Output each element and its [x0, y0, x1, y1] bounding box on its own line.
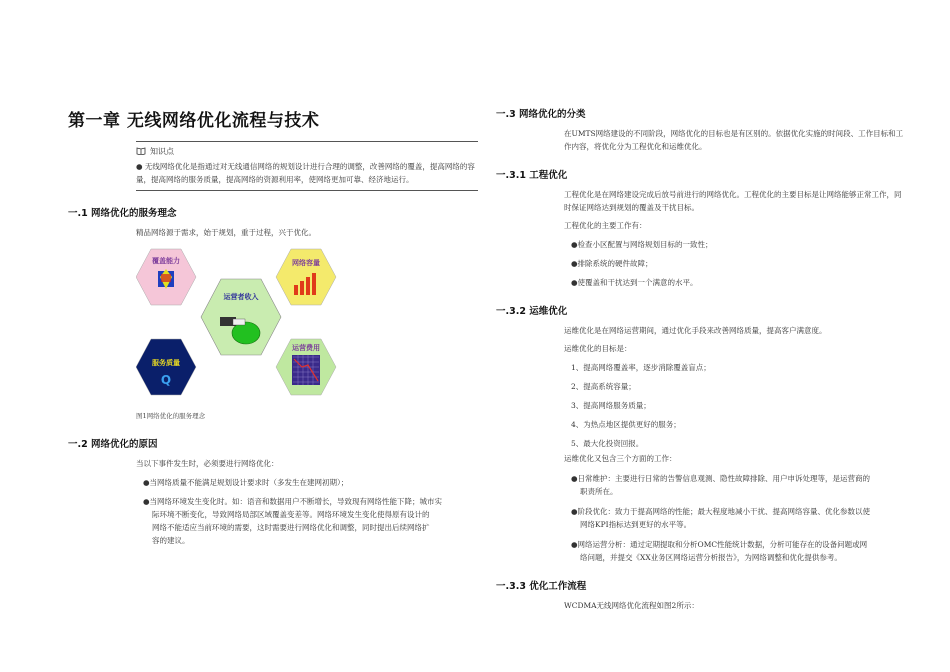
section-3-1-work: 工程优化的主要工作有：	[564, 221, 647, 230]
divider-top	[136, 141, 478, 142]
section-3-1-bullet-3: ●使覆盖和干扰达到一个满意的水平。	[571, 278, 698, 287]
section-2-title: 一.2 网络优化的原因	[68, 439, 158, 450]
section-3-1-title: 一.3.1 工程优化	[496, 170, 568, 181]
section-3-2-item-1: 1、提高网络覆盖率，逐步消除覆盖盲点；	[571, 363, 711, 372]
section-3-2-bullet-1-line-2: 职责所在。	[580, 487, 618, 496]
quality-letter: Q	[160, 373, 172, 387]
section-3-2-item-4: 4、为热点地区提供更好的服务；	[571, 420, 681, 429]
section-3-1-bullet-2: ●排除系统的硬件故障；	[571, 259, 653, 268]
quality-label: 服务质量	[152, 359, 180, 367]
right-column	[496, 100, 906, 612]
section-3-2-bullet-1	[571, 472, 906, 498]
section-3-3-title: 一.3.3 优化工作流程	[496, 581, 587, 592]
capacity-label: 网络容量	[292, 259, 320, 267]
book-icon	[136, 147, 146, 157]
section-2-bullet-2	[143, 495, 478, 547]
section-3-2-item-2: 2、提高系统容量；	[571, 382, 636, 391]
section-3-2-goal: 运维优化的目标是：	[564, 344, 632, 353]
section-3-2-bullet-3-line-2: 络问题，并提交《XX业务区网络运营分析报告》，为网络调整和优化提供参考。	[580, 553, 842, 562]
section-3-1-bullet-1: ●检查小区配置与网络规划目标的一致性；	[571, 240, 713, 249]
section-3-2-bullet-3	[571, 538, 906, 564]
section-3-2-bullet-3-line-1: ●网络运营分析：通过定期提取和分析OMC性能统计数据，分析可能存在的设备问题或网	[571, 540, 868, 549]
section-2-bullet-2-line-4: 容的建议。	[152, 536, 190, 545]
section-3-2-item-5: 5、最大化投资回报。	[571, 439, 644, 448]
section-3-2-bullet-1-line-1: ●日常维护：主要进行日常的告警信息观测、隐性故障排除、用户申诉处理等，是运营商的	[571, 474, 871, 483]
service-concept-figure	[136, 247, 366, 407]
section-3-3-text: WCDMA无线网络优化流程如图2所示：	[564, 601, 699, 610]
section-1-text: 精品网络源于需求，始于规划，重于过程，兴于优化。	[136, 228, 316, 237]
section-3-text: 在UMTS网络建设的不同阶段，网络优化的目标也是有区别的。依据优化实施的时间段、工作目标和工作内容，将优化分为工程优化和运维优化。	[564, 129, 904, 151]
section-3-2-three: 运维优化又包含三个方面的工作：	[564, 454, 677, 463]
section-3-2-bullet-2	[571, 505, 906, 531]
chapter-title: 第一章 无线网络优化流程与技术	[68, 111, 320, 131]
divider-bottom	[136, 190, 478, 191]
section-2-bullet-2-line-3: 网络不能适应当前环境的需要，这时需要进行网络优化和调整，同时提出后续网络扩	[152, 523, 430, 532]
coverage-label: 覆盖能力	[152, 257, 180, 265]
section-3-2-item-3: 3、提高网络服务质量；	[571, 401, 651, 410]
section-2-bullet-2-line-2: 际环境不断变化，导致网络局部区域覆盖变差等。网络环境发生变化使得原有设计的	[152, 510, 430, 519]
section-2-bullet-1: ●当网络质量不能满足规划设计要求时（多发生在建网初期）；	[143, 478, 349, 487]
section-3-2-title: 一.3.2 运维优化	[496, 306, 568, 317]
section-3-2-bullet-2-line-2: 网络KPI指标达到更好的水平等。	[580, 520, 692, 529]
knowledge-point-label: 知识点	[150, 147, 174, 156]
revenue-label: 运营者收入	[223, 293, 259, 301]
figure-caption: 图1网络优化的服务理念	[136, 412, 206, 420]
section-3-2-bullet-2-line-1: ●阶段优化：致力于提高网络的性能；最大程度地减小干扰、提高网络容量、优化参数以使	[571, 507, 871, 516]
section-3-2-text: 运维优化是在网络运营期间，通过优化手段来改善网络质量，提高客户满意度。	[564, 326, 827, 335]
section-1-title: 一.1 网络优化的服务理念	[68, 208, 177, 219]
section-3-1-text: 工程优化是在网络建设完成后放号前进行的网络优化。工程优化的主要目标是让网络能够正常工作，同时保证网络达到规划的覆盖及干扰目标。	[564, 190, 902, 212]
section-3-title: 一.3 网络优化的分类	[496, 109, 586, 120]
section-2-bullet-2-line-1: ●当网络环境发生变化时。如：语音和数据用户不断增长，导致现有网络性能下降；城市实	[143, 497, 443, 506]
section-2-intro: 当以下事件发生时，必须要进行网络优化：	[136, 459, 279, 468]
knowledge-point-text: ● 无线网络优化是指通过对无线通信网络的规划设计进行合理的调整，改善网络的覆盖，提高网络的容量，提高网络的服务质量，提高网络的资源利用率，使网络更加可靠、经济地运行。	[136, 162, 475, 184]
knowledge-point-header	[136, 146, 478, 157]
left-column	[68, 100, 478, 547]
cost-label: 运营费用	[292, 344, 320, 352]
